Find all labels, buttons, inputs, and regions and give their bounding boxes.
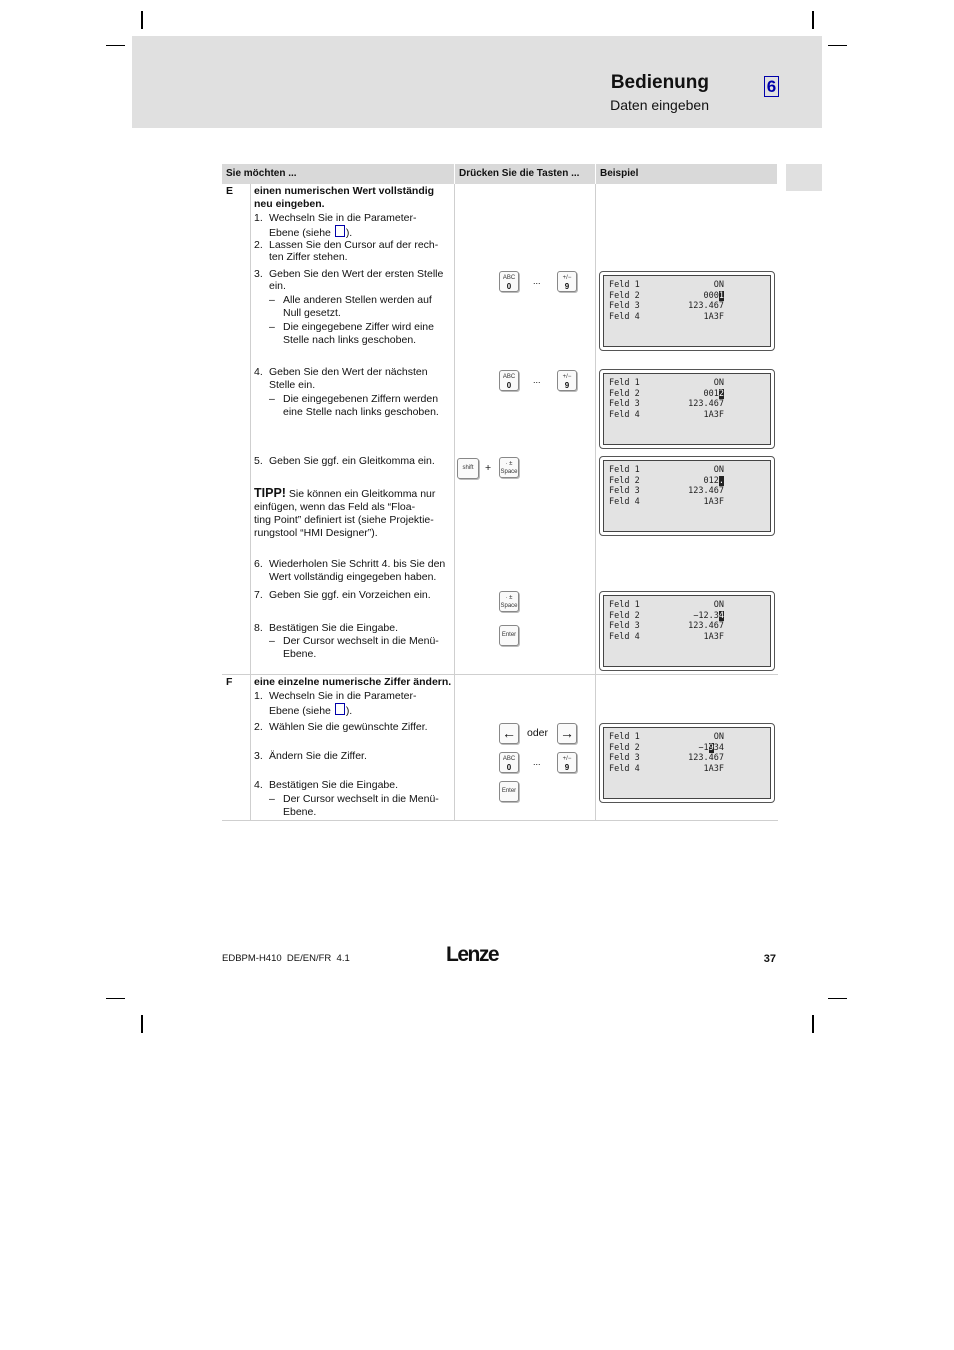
table-divider bbox=[595, 184, 596, 821]
lcd-label: Feld 3 bbox=[609, 486, 640, 496]
lcd-label: Feld 3 bbox=[609, 753, 640, 763]
table-row-divider bbox=[222, 674, 778, 675]
lcd-value: ON bbox=[713, 600, 724, 610]
ellipsis: ... bbox=[533, 276, 541, 286]
bullet-text: eine Stelle nach links geschoben. bbox=[283, 406, 439, 418]
bullet-text: Alle anderen Stellen werden auf bbox=[283, 294, 432, 306]
lcd-label: Feld 2 bbox=[609, 388, 640, 399]
key-label: 9 bbox=[564, 763, 570, 772]
bullet-text: Die eingegebene Ziffer wird eine bbox=[283, 321, 434, 333]
key-enter bbox=[499, 625, 519, 646]
lcd-label: Feld 3 bbox=[609, 301, 640, 311]
lcd-value: ON bbox=[713, 378, 724, 388]
step-text: Bestätigen Sie die Eingabe. bbox=[269, 622, 399, 634]
key-label-top: · ± bbox=[505, 595, 513, 601]
step-text: Wechseln Sie in die Parameter- bbox=[269, 690, 417, 702]
footer-document-id: EDBPM-H410 DE/EN/FR 4.1 bbox=[222, 953, 350, 964]
lcd-label: Feld 1 bbox=[609, 600, 640, 610]
section-letter: F bbox=[226, 676, 233, 688]
key-label-top: · ± bbox=[505, 461, 513, 467]
lcd-row bbox=[609, 732, 724, 743]
key-label: shift bbox=[462, 465, 474, 471]
step-number: 5. bbox=[254, 455, 263, 467]
left-arrow-icon: ← bbox=[502, 725, 516, 741]
lcd-row bbox=[609, 399, 724, 410]
lcd-label: Feld 2 bbox=[609, 290, 640, 301]
bullet-text: Die eingegebenen Ziffern werden bbox=[283, 393, 439, 405]
step-text-part: Ebene (siehe bbox=[269, 227, 331, 239]
lcd-value: 1A3F bbox=[703, 409, 724, 420]
lcd-value: 123.467 bbox=[688, 399, 724, 409]
step-text-part: ). bbox=[345, 227, 353, 239]
lcd-cursor: 4 bbox=[718, 610, 724, 621]
key-label: Enter bbox=[501, 788, 517, 794]
lcd-display bbox=[599, 591, 775, 671]
lcd-display bbox=[599, 369, 775, 449]
step-text: Geben Sie den Wert der ersten Stelle bbox=[269, 268, 444, 280]
lcd-value: ON bbox=[713, 280, 724, 290]
plus-sign: + bbox=[485, 462, 492, 474]
step-number: 6. bbox=[254, 558, 263, 570]
step-number: 3. bbox=[254, 268, 263, 280]
lcd-digits: 34 bbox=[713, 742, 724, 753]
tip-label: TIPP! bbox=[254, 486, 286, 500]
lcd-value bbox=[693, 611, 724, 622]
table-divider bbox=[454, 184, 455, 821]
step-number: 3. bbox=[254, 750, 263, 762]
lcd-value: 1A3F bbox=[703, 631, 724, 642]
lcd-value bbox=[704, 389, 724, 400]
bullet-dash: – bbox=[269, 294, 275, 306]
step-number: 2. bbox=[254, 239, 263, 251]
crop-mark bbox=[812, 11, 814, 29]
step-text-part: ). bbox=[345, 705, 353, 717]
step-text: Geben Sie ggf. ein Gleitkomma ein. bbox=[269, 455, 435, 467]
step-number: 8. bbox=[254, 622, 263, 634]
lcd-digits: −1 bbox=[698, 742, 709, 753]
crop-mark bbox=[106, 998, 125, 999]
column-header-task: Sie möchten ... bbox=[222, 164, 454, 184]
key-label-top: +/− bbox=[562, 275, 572, 281]
bullet-text: Der Cursor wechselt in die Menü- bbox=[283, 635, 439, 647]
page-title: Bedienung bbox=[610, 72, 709, 93]
lcd-digits: −12.3 bbox=[693, 610, 719, 621]
key-0-abc bbox=[499, 271, 519, 292]
side-tab bbox=[786, 164, 822, 191]
header-band bbox=[132, 36, 822, 128]
lcd-row bbox=[609, 600, 724, 611]
tip-text: rungstool “HMI Designer”). bbox=[254, 527, 378, 539]
lcd-label: Feld 4 bbox=[609, 311, 640, 322]
lcd-value: 123.467 bbox=[688, 301, 724, 311]
lcd-value: 123.467 bbox=[688, 621, 724, 631]
step-text: Wiederholen Sie Schritt 4. bis Sie den bbox=[269, 558, 446, 570]
lcd-digits: 000 bbox=[703, 290, 719, 301]
lcd-row bbox=[609, 301, 724, 312]
lcd-label: Feld 1 bbox=[609, 378, 640, 388]
lcd-label: Feld 4 bbox=[609, 409, 640, 420]
bullet-text: Ebene. bbox=[283, 648, 317, 660]
lcd-row bbox=[609, 378, 724, 389]
key-label: 9 bbox=[564, 282, 570, 291]
step-text: Wechseln Sie in die Parameter- bbox=[269, 212, 417, 224]
lcd-label: Feld 4 bbox=[609, 631, 640, 642]
crop-mark bbox=[828, 45, 847, 46]
step-text-part: Ebene (siehe bbox=[269, 705, 331, 717]
lcd-value: 1A3F bbox=[703, 763, 724, 774]
lcd-cursor: 2 bbox=[718, 388, 724, 399]
lcd-row bbox=[609, 753, 724, 764]
lcd-row bbox=[609, 497, 724, 508]
key-label-top: ABC bbox=[502, 275, 516, 281]
page-reference-link[interactable] bbox=[335, 225, 345, 237]
key-shift bbox=[457, 458, 479, 479]
step-text: ten Ziffer stehen. bbox=[269, 251, 348, 263]
key-0-abc bbox=[499, 370, 519, 391]
key-0-abc bbox=[499, 752, 519, 773]
crop-mark bbox=[106, 45, 125, 46]
lcd-value bbox=[698, 743, 724, 754]
page-reference-link[interactable] bbox=[335, 703, 345, 715]
lcd-label: Feld 1 bbox=[609, 280, 640, 290]
lcd-row bbox=[609, 280, 724, 291]
bullet-text: Stelle nach links geschoben. bbox=[283, 334, 417, 346]
page-subtitle: Daten eingeben bbox=[610, 97, 709, 113]
bullet-dash: – bbox=[269, 393, 275, 405]
lcd-label: Feld 4 bbox=[609, 496, 640, 507]
table-divider bbox=[250, 184, 251, 821]
bullet-dash: – bbox=[269, 635, 275, 647]
step-number: 1. bbox=[254, 212, 263, 224]
lcd-screen bbox=[603, 275, 771, 347]
key-label: 9 bbox=[564, 381, 570, 390]
chapter-number-link[interactable]: 6 bbox=[764, 76, 779, 97]
section-heading: einen numerischen Wert vollständig bbox=[254, 185, 435, 197]
lcd-row bbox=[609, 312, 724, 323]
lcd-cursor: 1 bbox=[718, 290, 724, 301]
bullet-dash: – bbox=[269, 793, 275, 805]
lcd-value: 123.467 bbox=[688, 753, 724, 763]
key-label-top: ABC bbox=[502, 756, 516, 762]
lcd-screen bbox=[603, 727, 771, 799]
lcd-value bbox=[704, 476, 724, 487]
step-text: ein. bbox=[269, 280, 286, 292]
key-label: Space bbox=[500, 603, 518, 609]
lcd-row bbox=[609, 291, 724, 302]
ellipsis: ... bbox=[533, 375, 541, 385]
lcd-screen bbox=[603, 373, 771, 445]
or-label: oder bbox=[527, 727, 549, 739]
lcd-row bbox=[609, 611, 724, 622]
lcd-value: 1A3F bbox=[703, 311, 724, 322]
key-label: 0 bbox=[506, 282, 512, 291]
lcd-label: Feld 4 bbox=[609, 763, 640, 774]
key-label: 0 bbox=[506, 381, 512, 390]
tip-text bbox=[254, 487, 435, 501]
step-text: Bestätigen Sie die Eingabe. bbox=[269, 779, 399, 791]
lcd-row bbox=[609, 743, 724, 754]
step-text bbox=[269, 703, 352, 718]
key-9-plusminus bbox=[557, 271, 577, 292]
step-text: Lassen Sie den Cursor auf der rech- bbox=[269, 239, 439, 251]
step-text: Ändern Sie die Ziffer. bbox=[269, 750, 367, 762]
step-number: 4. bbox=[254, 779, 263, 791]
key-label: Space bbox=[500, 469, 518, 475]
lcd-display bbox=[599, 456, 775, 536]
lcd-row bbox=[609, 389, 724, 400]
key-9-plusminus bbox=[557, 752, 577, 773]
lcd-value: 123.467 bbox=[688, 486, 724, 496]
step-text: Geben Sie den Wert der nächsten bbox=[269, 366, 428, 378]
lcd-label: Feld 2 bbox=[609, 610, 640, 621]
tip-text: ting Point” definiert ist (siehe Projektie- bbox=[254, 514, 434, 526]
key-label-top: +/− bbox=[562, 374, 572, 380]
lcd-screen bbox=[603, 595, 771, 667]
lcd-row bbox=[609, 632, 724, 643]
step-text: Stelle ein. bbox=[269, 379, 316, 391]
bullet-text: Der Cursor wechselt in die Menü- bbox=[283, 793, 439, 805]
lcd-row bbox=[609, 764, 724, 775]
column-header-keys: Drücken Sie die Tasten ... bbox=[455, 164, 595, 184]
lcd-display bbox=[599, 723, 775, 803]
lcd-label: Feld 1 bbox=[609, 732, 640, 742]
step-number: 1. bbox=[254, 690, 263, 702]
key-left-arrow bbox=[499, 723, 519, 744]
key-label-top: ABC bbox=[502, 374, 516, 380]
page-number: 37 bbox=[763, 953, 776, 965]
ellipsis: ... bbox=[533, 757, 541, 767]
key-space bbox=[499, 457, 519, 478]
lcd-value: 1A3F bbox=[703, 496, 724, 507]
lcd-cursor: . bbox=[718, 475, 724, 486]
step-text: Wählen Sie die gewünschte Ziffer. bbox=[269, 721, 428, 733]
lcd-screen bbox=[603, 460, 771, 532]
key-9-plusminus bbox=[557, 370, 577, 391]
step-text: Wert vollständig eingegeben haben. bbox=[269, 571, 437, 583]
lcd-cursor: 9 bbox=[708, 742, 714, 753]
section-letter: E bbox=[226, 185, 234, 197]
lcd-value bbox=[704, 291, 724, 302]
lcd-value: ON bbox=[713, 732, 724, 742]
key-label: Enter bbox=[501, 632, 517, 638]
key-right-arrow bbox=[557, 723, 577, 744]
key-label: 0 bbox=[506, 763, 512, 772]
lcd-digits: 012 bbox=[703, 475, 719, 486]
step-number: 2. bbox=[254, 721, 263, 733]
bullet-text: Ebene. bbox=[283, 806, 317, 818]
crop-mark bbox=[141, 11, 143, 29]
lcd-display bbox=[599, 271, 775, 351]
section-heading: eine einzelne numerische Ziffer ändern. bbox=[254, 676, 452, 688]
step-number: 4. bbox=[254, 366, 263, 378]
column-header-example: Beispiel bbox=[596, 164, 777, 184]
bullet-text: Null gesetzt. bbox=[283, 307, 341, 319]
lcd-label: Feld 3 bbox=[609, 621, 640, 631]
section-heading: neu eingeben. bbox=[254, 198, 325, 210]
key-label-top: +/− bbox=[562, 756, 572, 762]
lcd-row bbox=[609, 410, 724, 421]
crop-mark bbox=[828, 998, 847, 999]
step-number: 7. bbox=[254, 589, 263, 601]
bullet-dash: – bbox=[269, 321, 275, 333]
lcd-label: Feld 2 bbox=[609, 475, 640, 486]
lcd-digits: 001 bbox=[703, 388, 719, 399]
lcd-row bbox=[609, 486, 724, 497]
step-text: Geben Sie ggf. ein Vorzeichen ein. bbox=[269, 589, 431, 601]
lcd-value: ON bbox=[713, 465, 724, 475]
crop-mark bbox=[141, 1015, 143, 1033]
step-text bbox=[269, 225, 352, 240]
crop-mark bbox=[812, 1015, 814, 1033]
key-enter bbox=[499, 781, 519, 802]
lcd-row bbox=[609, 621, 724, 632]
tip-text: einfügen, wenn das Feld als “Floa- bbox=[254, 501, 416, 513]
lenze-logo: Lenze bbox=[446, 943, 499, 966]
lcd-label: Feld 2 bbox=[609, 742, 640, 753]
lcd-row bbox=[609, 476, 724, 487]
lcd-row bbox=[609, 465, 724, 476]
lcd-label: Feld 1 bbox=[609, 465, 640, 475]
tip-text-part: Sie können ein Gleitkomma nur bbox=[288, 488, 436, 500]
table-bottom-border bbox=[222, 820, 778, 821]
key-space bbox=[499, 591, 519, 612]
lcd-label: Feld 3 bbox=[609, 399, 640, 409]
right-arrow-icon: → bbox=[560, 725, 574, 741]
